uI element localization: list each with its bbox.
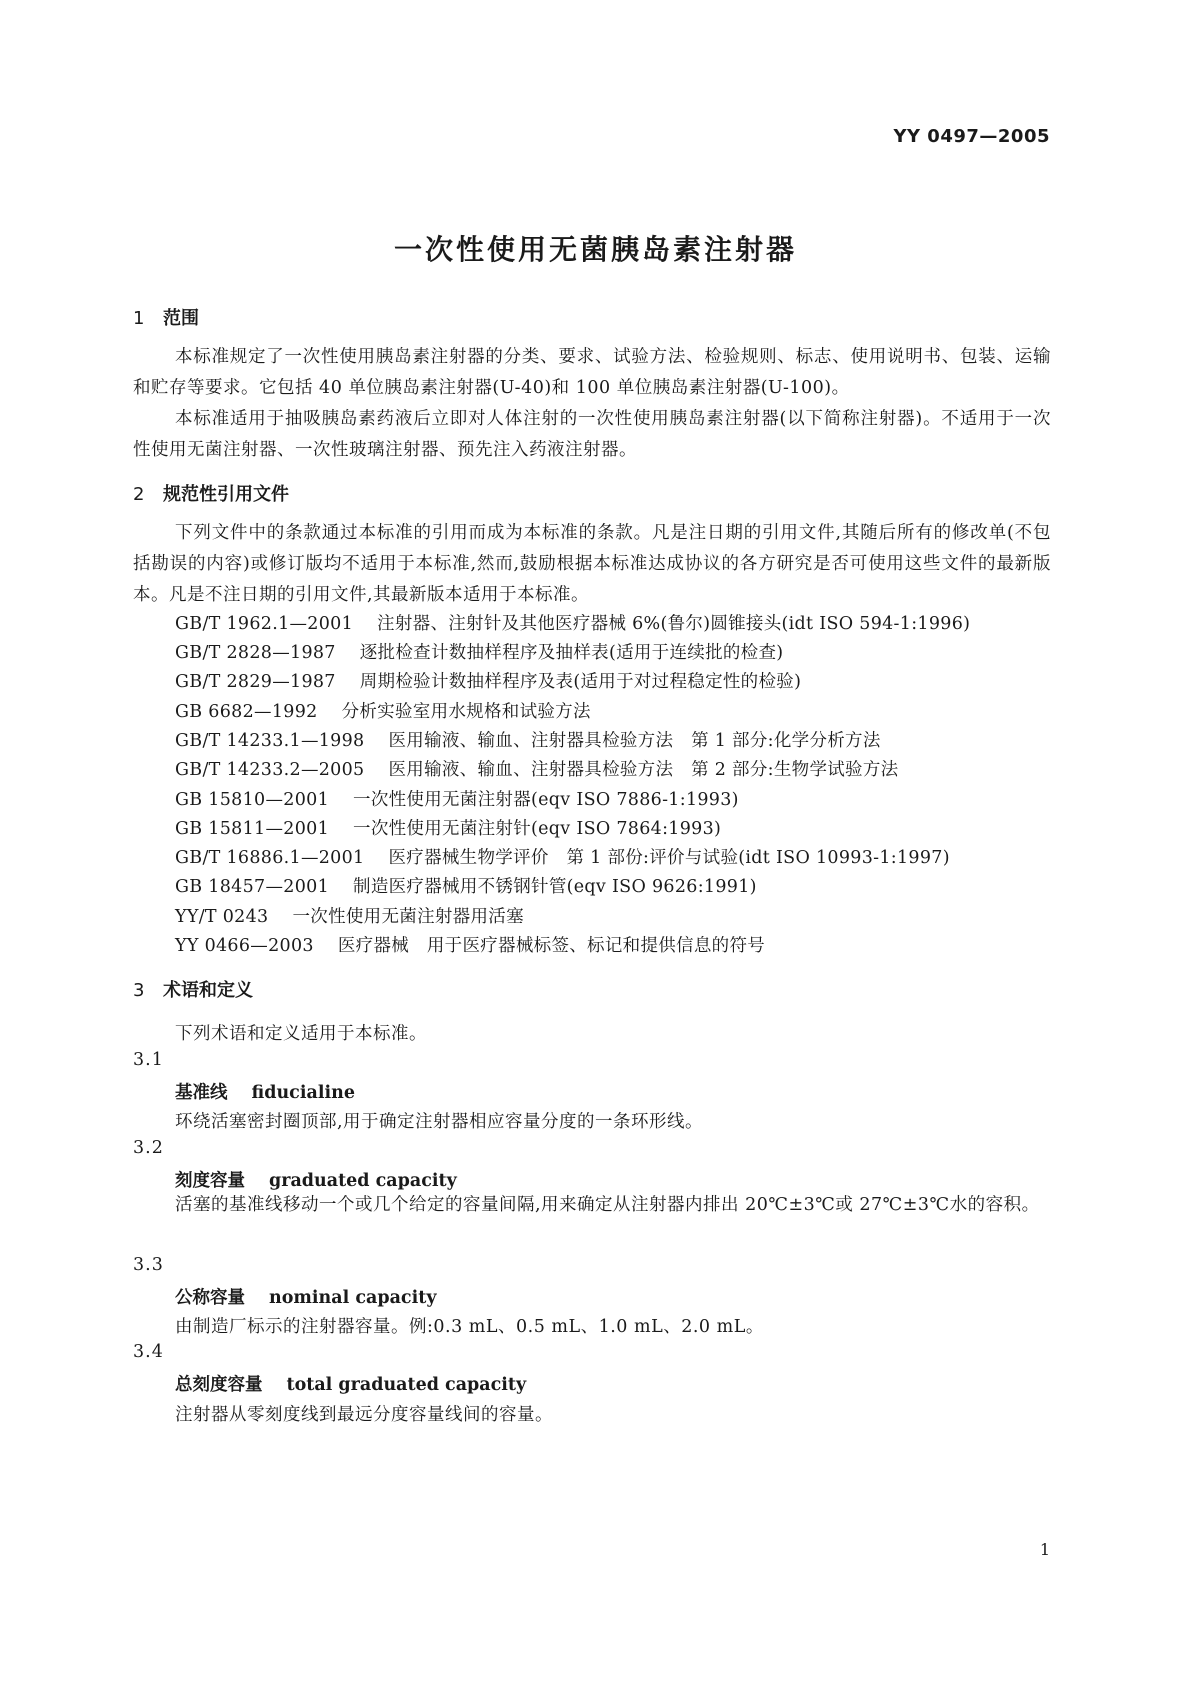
reference-item: YY 0466—2003 医疗器械 用于医疗器械标签、标记和提供信息的符号: [175, 936, 766, 956]
page-number: 1: [1039, 1540, 1050, 1559]
reference-item: GB 18457—2001 制造医疗器械用不锈钢针管(eqv ISO 9626:1991): [175, 877, 757, 897]
term-heading: 总刻度容量 total graduated capacity: [175, 1375, 527, 1395]
reference-item: GB 15811—2001 一次性使用无菌注射针(eqv ISO 7864:1993): [175, 819, 722, 839]
section-heading-scope: 1 范围: [133, 308, 199, 329]
reference-item: GB/T 2828—1987 逐批检查计数抽样程序及抽样表(适用于连续批的检查): [175, 643, 784, 663]
reference-item: YY/T 0243 一次性使用无菌注射器用活塞: [175, 907, 524, 927]
term-definition: 注射器从零刻度线到最远分度容量线间的容量。: [175, 1405, 553, 1425]
clause-number: 3.1: [133, 1050, 164, 1070]
section-heading-normative-references: 2 规范性引用文件: [133, 484, 289, 505]
reference-item: GB/T 14233.1—1998 医用输液、输血、注射器具检验方法 第 1 部分:化学分析方法: [175, 731, 881, 751]
document-title: 一次性使用无菌胰岛素注射器: [393, 233, 797, 266]
reference-item: GB/T 14233.2—2005 医用输液、输血、注射器具检验方法 第 2 部分:生物学试验方法: [175, 760, 899, 780]
reference-item: GB 15810—2001 一次性使用无菌注射器(eqv ISO 7886-1:1993): [175, 790, 739, 810]
reference-item: GB/T 1962.1—2001 注射器、注射针及其他医疗器械 6%(鲁尔)圆锥接头(idt ISO 594-1:1996): [175, 614, 971, 634]
clause-number: 3.3: [133, 1255, 164, 1275]
term-definition: 由制造厂标示的注射器容量。例:0.3 mL、0.5 mL、1.0 mL、2.0 mL。: [175, 1317, 764, 1337]
term-heading: 刻度容量 graduated capacity: [175, 1171, 457, 1191]
term-heading: 基准线 fiducialine: [175, 1083, 355, 1103]
reference-item: GB/T 16886.1—2001 医疗器械生物学评价 第 1 部份:评价与试验(idt ISO 10993-1:1997): [175, 848, 950, 868]
clause-number: 3.2: [133, 1138, 164, 1158]
scope-applicability-paragraph: 本标准适用于抽吸胰岛素药液后立即对人体注射的一次性使用胰岛素注射器(以下简称注射器)。不适用于一次性使用无菌注射器、一次性玻璃注射器、预先注入药液注射器。: [133, 409, 1051, 460]
scope-paragraph: 本标准规定了一次性使用胰岛素注射器的分类、要求、试验方法、检验规则、标志、使用说明书、包装、运输和贮存等要求。它包括 40 单位胰岛素注射器(U-40)和 100 单位胰岛素注射器(U-100)。: [133, 347, 1051, 398]
standard-code: YY 0497—2005: [893, 126, 1050, 147]
term-heading: 公称容量 nominal capacity: [175, 1288, 437, 1308]
normative-intro-paragraph: 下列文件中的条款通过本标准的引用而成为本标准的条款。凡是注日期的引用文件,其随后所有的修改单(不包括勘误的内容)或修订版均不适用于本标准,然而,鼓励根据本标准达成协议的各方研究是否可使用这些文件的最新版本。凡是不注日期的引用文件,其最新版本适用于本标准。: [133, 523, 1051, 605]
section-heading-terms: 3 术语和定义: [133, 980, 253, 1001]
term-definition: 活塞的基准线移动一个或几个给定的容量间隔,用来确定从注射器内排出 20℃±3℃或 27℃±3℃水的容积。: [175, 1195, 1040, 1215]
reference-item: GB/T 2829—1987 周期检验计数抽样程序及表(适用于对过程稳定性的检验): [175, 672, 802, 692]
term-definition: 环绕活塞密封圈顶部,用于确定注射器相应容量分度的一条环形线。: [175, 1112, 704, 1132]
reference-item: GB 6682—1992 分析实验室用水规格和试验方法: [175, 702, 591, 722]
terms-intro: 下列术语和定义适用于本标准。: [175, 1024, 427, 1044]
clause-number: 3.4: [133, 1342, 164, 1362]
